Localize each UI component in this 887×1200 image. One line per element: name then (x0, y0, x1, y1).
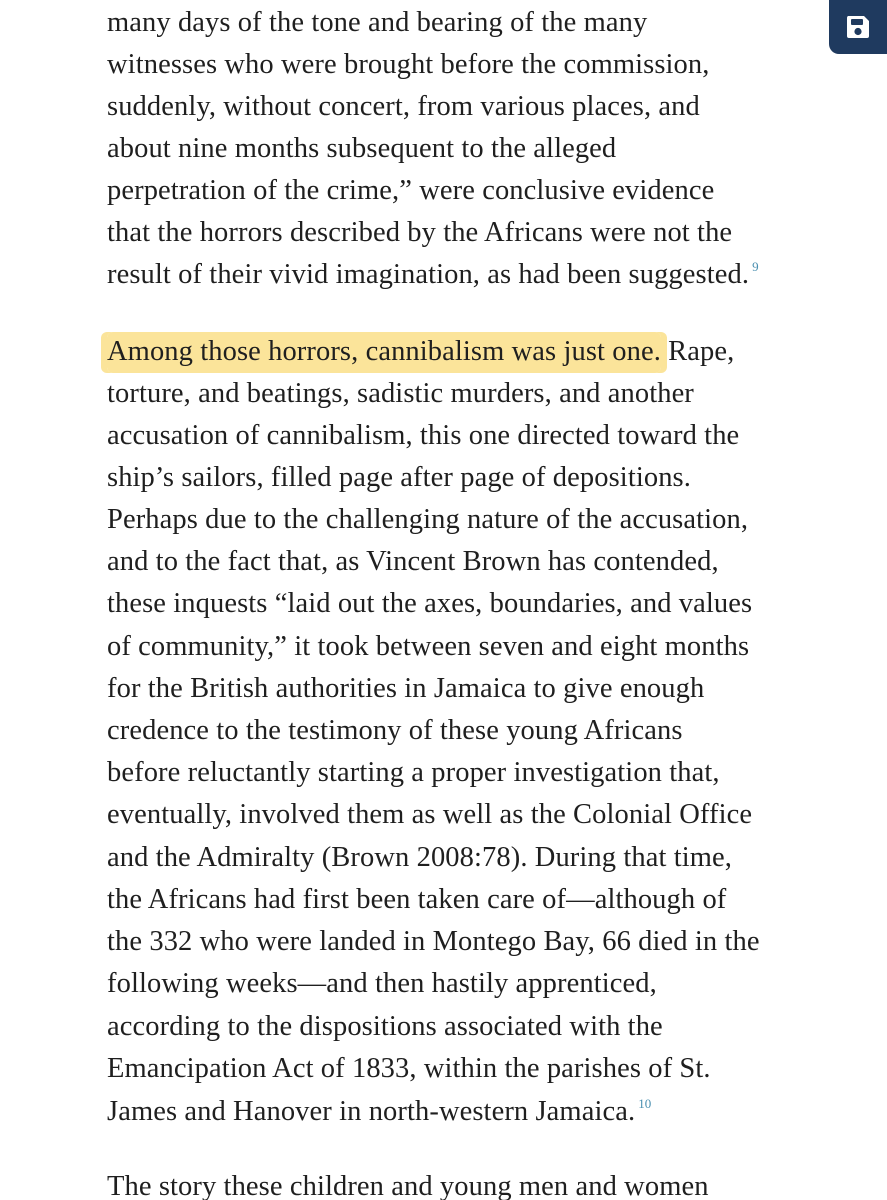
text-line: and the Admiralty (Brown 2008:78). During that time, (107, 842, 732, 873)
text-line: that the horrors described by the Africans were not the (107, 217, 733, 248)
text-line: ship’s sailors, filled page after page of depositions. (107, 462, 691, 493)
text-line: about nine months subsequent to the alleged (107, 133, 617, 164)
text-line: Perhaps due to the challenging nature of the accusation, (107, 504, 749, 535)
footnote-marker[interactable]: 10 (638, 1096, 652, 1111)
line-text: Rape, (660, 336, 735, 367)
text-line: torture, and beatings, sadistic murders, and another (107, 378, 694, 409)
text-line: witnesses who were brought before the commission, (107, 49, 710, 80)
text-line (107, 331, 734, 373)
save-button[interactable] (829, 0, 887, 54)
text-line: eventually, involved them as well as the Colonial Office (107, 799, 753, 830)
highlighted-text[interactable]: Among those horrors, cannibalism was just one. (107, 332, 661, 373)
text-line: credence to the testimony of these young Africans (107, 715, 683, 746)
text-line: according to the dispositions associated with the (107, 1011, 663, 1042)
text-line: perpetration of the crime,” were conclusive evidence (107, 175, 715, 206)
footnote-marker[interactable]: 9 (752, 259, 759, 274)
save-icon (844, 13, 872, 41)
line-text: James and Hanover in north-western Jamaica. (107, 1096, 636, 1127)
text-line (107, 1091, 651, 1133)
text-line: the 332 who were landed in Montego Bay, 66 died in the (107, 926, 760, 957)
text-line: accusation of cannibalism, this one directed toward the (107, 420, 740, 451)
text-line: Emancipation Act of 1833, within the parishes of St. (107, 1053, 711, 1084)
text-line (107, 254, 759, 296)
text-line: The story these children and young men and women (107, 1171, 709, 1200)
line-text: result of their vivid imagination, as had been suggested. (107, 259, 750, 290)
text-line: of community,” it took between seven and eight months (107, 631, 750, 662)
text-line: following weeks—and then hastily apprenticed, (107, 968, 657, 999)
text-line: suddenly, without concert, from various places, and (107, 91, 700, 122)
text-line: the Africans had first been taken care of—although of (107, 884, 727, 915)
text-line: and to the fact that, as Vincent Brown has contended, (107, 546, 719, 577)
text-line: before reluctantly starting a proper investigation that, (107, 757, 720, 788)
text-line: these inquests “laid out the axes, boundaries, and values (107, 588, 753, 619)
text-line: for the British authorities in Jamaica to give enough (107, 673, 705, 704)
text-line: many days of the tone and bearing of the many (107, 7, 648, 38)
